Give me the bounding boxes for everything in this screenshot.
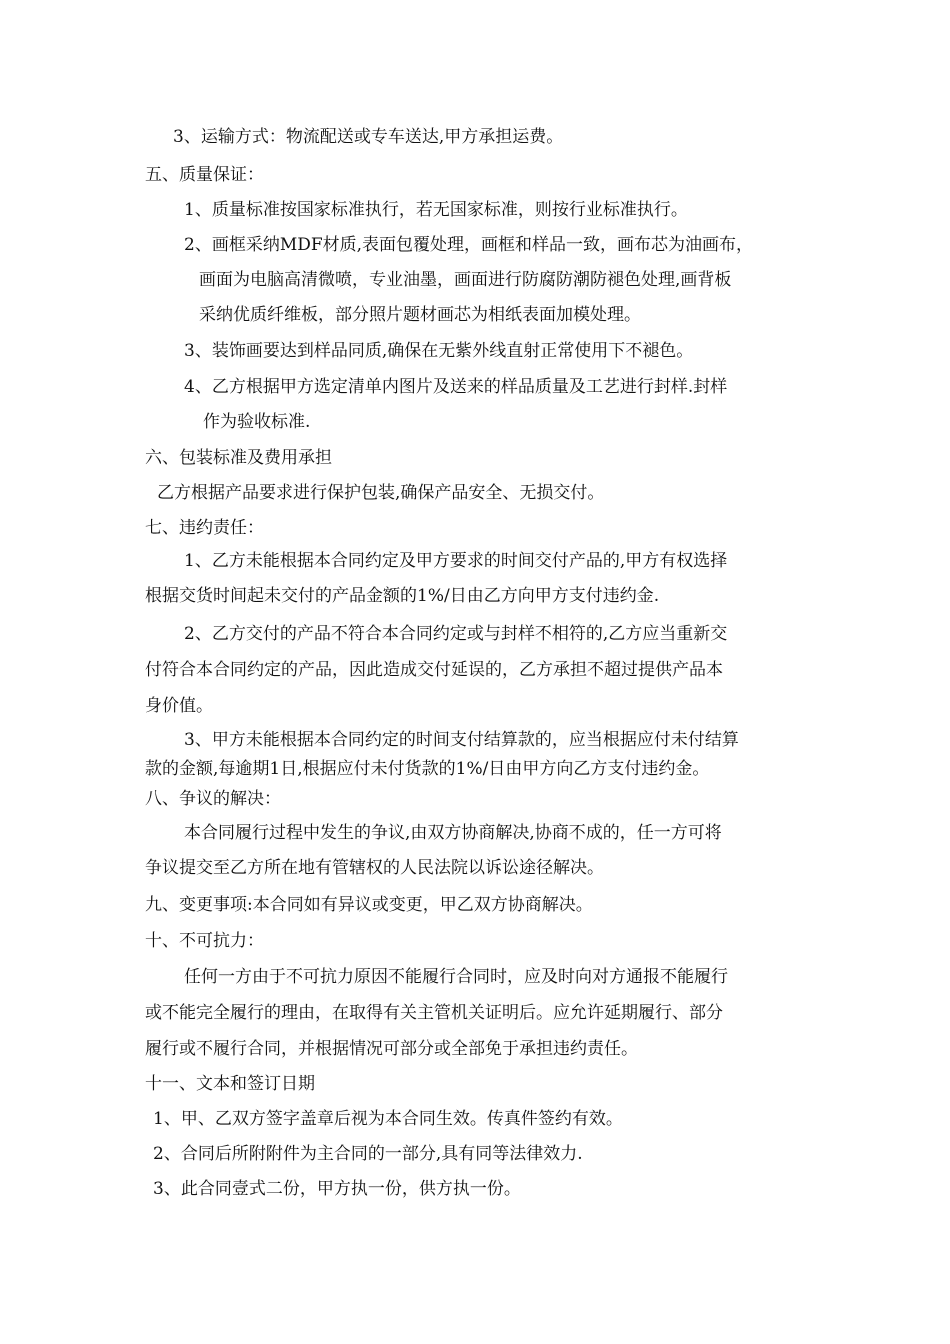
clause-7-2-line3: 身价值。 (145, 696, 213, 716)
clause-11-2: 2、合同后所附附件为主合同的一部分,具有同等法律效力. (153, 1144, 583, 1164)
heading-7-liability: 七、违约责任： (145, 518, 264, 538)
heading-9-changes: 九、变更事项:本合同如有异议或变更，甲乙双方协商解决。 (145, 895, 593, 915)
clause-5-4-line1: 4、乙方根据甲方选定清单内图片及送来的样品质量及工艺进行封样.封样 (184, 377, 728, 397)
clause-5-3: 3、装饰画要达到样品同质,确保在无紫外线直射正常使用下不褪色。 (184, 341, 694, 361)
clause-4-3-transport: 3、运输方式：物流配送或专车送达,甲方承担运费。 (173, 127, 564, 147)
clause-7-3-line2: 款的金额,每逾期1日,根据应付未付货款的1%/日由甲方向乙方支付违约金。 (145, 759, 710, 779)
clause-8-line2: 争议提交至乙方所在地有管辖权的人民法院以诉讼途径解决。 (145, 858, 604, 878)
clause-8-line1: 本合同履行过程中发生的争议,由双方协商解决,协商不成的，任一方可将 (184, 823, 722, 843)
heading-10-force-majeure: 十、不可抗力： (145, 931, 264, 951)
clause-11-1: 1、甲、乙双方签字盖章后视为本合同生效。传真件签约有效。 (153, 1109, 623, 1129)
clause-11-3: 3、此合同壹式二份，甲方执一份，供方执一份。 (153, 1179, 521, 1199)
clause-7-1-line2: 根据交货时间起未交付的产品金额的1%/日由乙方向甲方支付违约金. (145, 586, 660, 606)
clause-6-body: 乙方根据产品要求进行保护包装,确保产品安全、无损交付。 (157, 483, 605, 503)
heading-8-dispute: 八、争议的解决： (145, 789, 281, 809)
clause-10-line2: 或不能完全履行的理由，在取得有关主管机关证明后。应允许延期履行、部分 (145, 1003, 723, 1023)
clause-5-4-line2: 作为验收标准. (203, 412, 311, 432)
clause-5-2-line3: 采纳优质纤维板，部分照片题材画芯为相纸表面加模处理。 (199, 305, 641, 325)
clause-5-1: 1、质量标准按国家标准执行，若无国家标准，则按行业标准执行。 (184, 200, 688, 220)
heading-5-quality: 五、质量保证： (145, 165, 264, 185)
clause-7-3-line1: 3、甲方未能根据本合同约定的时间支付结算款的，应当根据应付未付结算 (184, 730, 739, 750)
clause-10-line3: 履行或不履行合同，并根据情况可部分或全部免于承担违约责任。 (145, 1039, 638, 1059)
heading-11-text-date: 十一、文本和签订日期 (145, 1074, 315, 1094)
clause-10-line1: 任何一方由于不可抗力原因不能履行合同时，应及时向对方通报不能履行 (184, 967, 728, 987)
clause-7-1-line1: 1、乙方未能根据本合同约定及甲方要求的时间交付产品的,甲方有权选择 (184, 551, 728, 571)
clause-7-2-line2: 付符合本合同约定的产品，因此造成交付延误的，乙方承担不超过提供产品本 (145, 660, 723, 680)
clause-5-2-line1: 2、画框采纳MDF材质,表面包覆处理，画框和样品一致，画布芯为油画布， (184, 235, 754, 255)
clause-7-2-line1: 2、乙方交付的产品不符合本合同约定或与封样不相符的,乙方应当重新交 (184, 624, 728, 644)
clause-5-2-line2: 画面为电脑高清微喷，专业油墨，画面进行防腐防潮防褪色处理,画背板 (199, 270, 732, 290)
heading-6-packaging: 六、包装标准及费用承担 (145, 448, 332, 468)
